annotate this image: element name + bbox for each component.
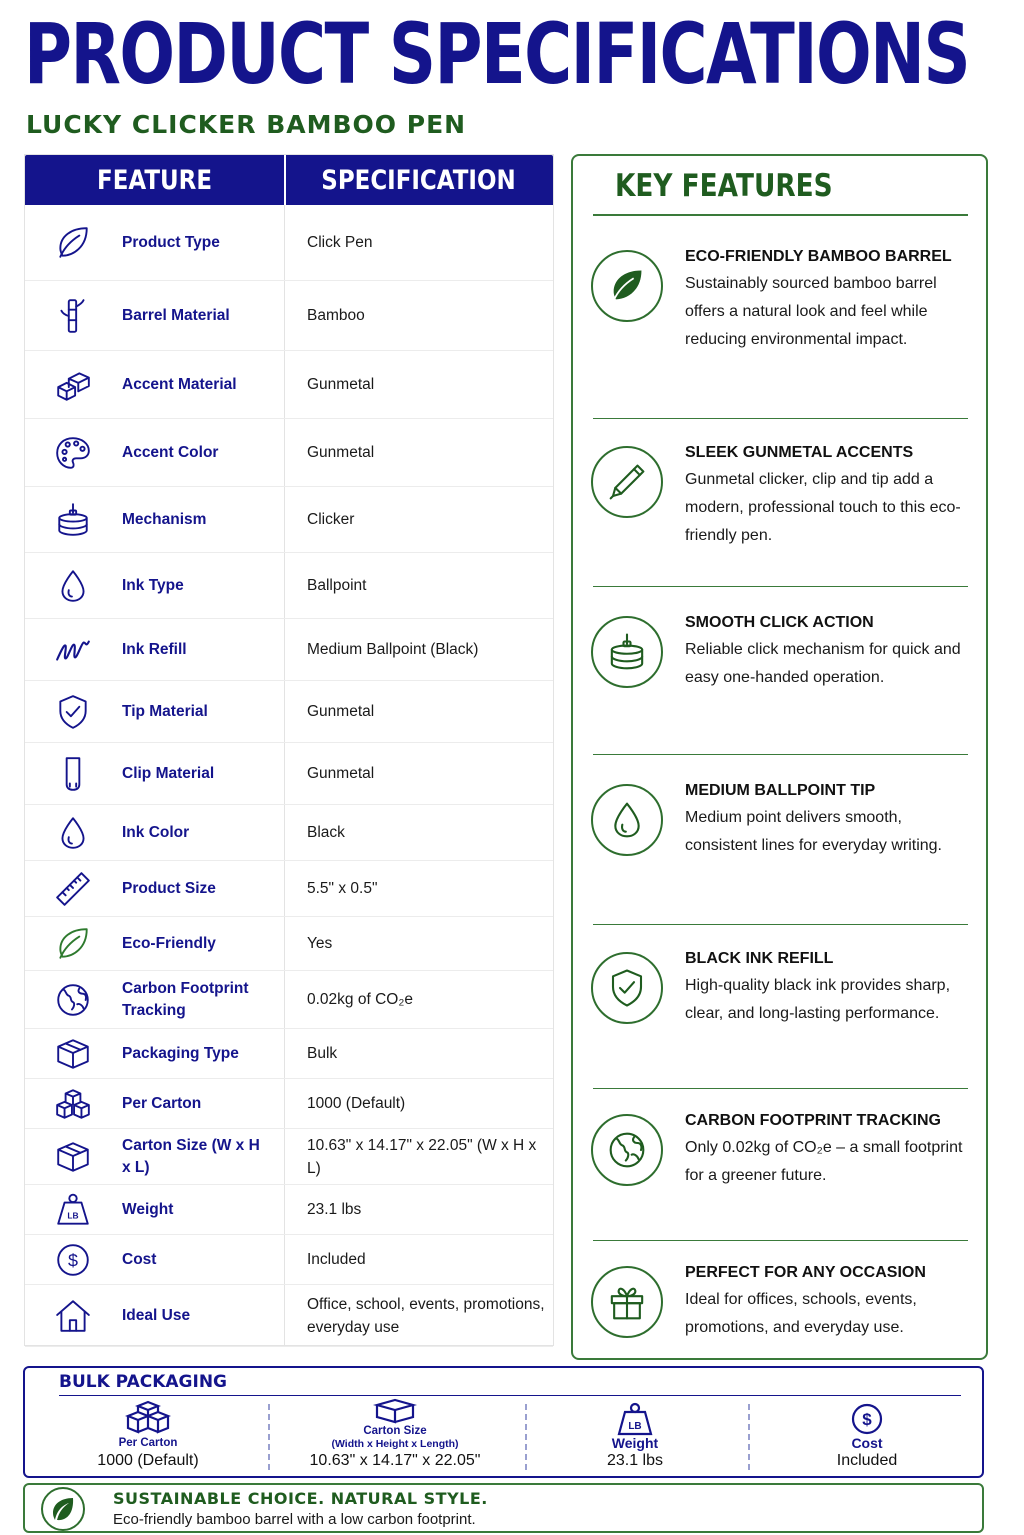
key-feature-title: CARBON FOOTPRINT TRACKING — [685, 1112, 941, 1129]
spec-table — [24, 154, 554, 1346]
key-feature-title: MEDIUM BALLPOINT TIP — [685, 782, 876, 799]
shield-check-icon — [53, 692, 93, 732]
key-feature-description: Only 0.02kg of CO₂e – a small footprint for a greener future. — [685, 1139, 963, 1184]
box-icon — [283, 1398, 507, 1424]
feature-value: Medium Ballpoint (Black) — [307, 641, 479, 658]
feature-name: Mechanism — [122, 510, 207, 528]
table-row — [25, 917, 553, 971]
table-header — [25, 155, 553, 205]
table-row — [25, 553, 553, 619]
carton-size-label: Carton Size — [363, 1425, 427, 1437]
key-feature-title: ECO-FRIENDLY BAMBOO BARREL — [685, 248, 952, 265]
feature-value: Bulk — [307, 1045, 338, 1062]
ink-drop-icon — [53, 813, 93, 853]
feature-name: Weight — [122, 1200, 174, 1218]
carton-size-sub: (Width x Height x Length) — [331, 1438, 459, 1450]
key-feature-title: PERFECT FOR ANY OCCASION — [685, 1264, 926, 1281]
feature-value: 5.5" x 0.5" — [307, 880, 378, 897]
gift-icon — [591, 1266, 663, 1338]
weight-value: 23.1 lbs — [606, 1452, 664, 1469]
bulk-packaging-title: BULK PACKAGING — [59, 1372, 228, 1392]
globe-icon — [53, 980, 93, 1020]
box-icon — [53, 1137, 93, 1177]
feature-name: Clip Material — [122, 764, 215, 782]
feature-value: Yes — [307, 935, 333, 952]
weight-label: Weight — [611, 1435, 659, 1451]
clip-icon — [53, 754, 93, 794]
cost-label: Cost — [851, 1435, 883, 1451]
palette-icon — [53, 433, 93, 473]
click-mechanism-icon — [53, 500, 93, 540]
feature-name: Packaging Type — [122, 1044, 239, 1062]
feature-value: Black — [307, 824, 345, 841]
feature-value: Included — [307, 1251, 366, 1268]
feature-value: 23.1 lbs — [307, 1201, 362, 1218]
table-row — [25, 681, 553, 743]
feature-name: Carton Size (W x H x L) — [122, 1136, 260, 1176]
key-feature-title: BLACK INK REFILL — [685, 950, 834, 967]
leaf-icon — [591, 250, 663, 322]
feature-value: Click Pen — [307, 234, 373, 251]
bulk-packaging-panel — [23, 1366, 984, 1478]
home-icon — [53, 1296, 93, 1336]
svg-text:LB: LB — [628, 1421, 642, 1432]
key-features-title: KEY FEATURES — [615, 168, 833, 204]
feature-value: Ballpoint — [307, 577, 367, 594]
dollar-icon — [53, 1240, 93, 1280]
feature-name: Barrel Material — [122, 306, 230, 324]
boxes-icon — [45, 1398, 251, 1436]
key-feature-description: Medium point delivers smooth, consistent lines for everyday writing. — [685, 809, 942, 854]
feature-name: Ink Type — [122, 576, 184, 594]
feature-value: Clicker — [307, 511, 355, 528]
feature-value: 10.63" x 14.17" x 22.05" (W x H x L) — [307, 1136, 537, 1177]
feature-column-header: FEATURE — [97, 164, 212, 196]
svg-text:LB: LB — [67, 1209, 79, 1220]
feature-value: Gunmetal — [307, 765, 375, 782]
key-feature-description: High-quality black ink provides sharp, clear, and long-lasting performance. — [685, 977, 951, 1022]
feature-name: Ink Refill — [122, 640, 187, 658]
leaf-green-icon — [53, 924, 93, 964]
bulk-weight — [545, 1398, 725, 1474]
feature-value: 0.02kg of CO₂e — [307, 991, 413, 1008]
ink-drop-icon — [53, 566, 93, 606]
pen-icon — [591, 446, 663, 518]
weight-icon — [545, 1398, 725, 1436]
carton-size-value: 10.63" x 14.17" x 22.05" — [309, 1452, 481, 1469]
feature-name: Carbon Footprint Tracking — [122, 979, 249, 1019]
key-feature-title: SLEEK GUNMETAL ACCENTS — [685, 444, 914, 461]
leaf-icon — [53, 223, 93, 263]
feature-name: Product Type — [122, 233, 220, 251]
shield-check-icon — [591, 952, 663, 1024]
bulk-cost — [777, 1398, 957, 1474]
feature-value: Gunmetal — [307, 376, 375, 393]
table-row — [25, 1129, 553, 1185]
scribble-icon — [53, 630, 93, 670]
feature-name: Per Carton — [122, 1094, 202, 1112]
ruler-icon — [53, 869, 93, 909]
product-name: LUCKY CLICKER BAMBOO PEN — [26, 110, 467, 139]
feature-name: Product Size — [122, 879, 216, 897]
feature-value: Bamboo — [307, 307, 365, 324]
feature-name: Tip Material — [122, 702, 208, 720]
key-feature-title: SMOOTH CLICK ACTION — [685, 614, 874, 631]
globe-icon — [591, 1114, 663, 1186]
table-row — [25, 1285, 553, 1347]
per-carton-value: 1000 (Default) — [97, 1452, 199, 1469]
feature-name: Accent Material — [122, 375, 237, 393]
key-feature-description: Reliable click mechanism for quick and easy one-handed operation. — [685, 641, 961, 686]
table-row — [25, 351, 553, 419]
svg-text:$: $ — [68, 1249, 78, 1270]
table-row — [25, 281, 553, 351]
box-icon — [53, 1034, 93, 1074]
feature-name: Ideal Use — [122, 1306, 191, 1324]
key-feature-description: Sustainably sourced bamboo barrel offers a natural look and feel while reducing environmental impact. — [685, 275, 937, 348]
feature-name: Eco-Friendly — [122, 934, 216, 952]
table-row — [25, 971, 553, 1029]
footer-headline: SUSTAINABLE CHOICE. NATURAL STYLE. — [113, 1489, 488, 1508]
table-row — [25, 619, 553, 681]
feature-name: Cost — [122, 1250, 157, 1268]
ink-drop-icon — [591, 784, 663, 856]
key-feature-description: Gunmetal clicker, clip and tip add a modern, professional touch to this eco-friendly pen. — [685, 471, 961, 544]
feature-value: 1000 (Default) — [307, 1095, 406, 1112]
table-row — [25, 419, 553, 487]
table-row — [25, 743, 553, 805]
per-carton-label: Per Carton — [118, 1437, 178, 1449]
feature-name: Accent Color — [122, 443, 219, 461]
table-row — [25, 487, 553, 553]
table-row — [25, 1079, 553, 1129]
bulk-carton-size — [283, 1398, 507, 1474]
boxes-icon — [53, 1084, 93, 1124]
bamboo-icon — [53, 296, 93, 336]
footer-text: Eco-friendly bamboo barrel with a low carbon footprint. — [113, 1511, 476, 1528]
table-row — [25, 861, 553, 917]
table-row — [25, 1029, 553, 1079]
key-features-panel — [571, 154, 988, 1360]
feature-value: Gunmetal — [307, 444, 375, 461]
table-row — [25, 1185, 553, 1235]
svg-text:$: $ — [862, 1410, 872, 1429]
page-title: PRODUCT SPECIFICATIONS — [24, 5, 970, 103]
dollar-icon — [777, 1398, 957, 1436]
leaf-icon — [41, 1487, 85, 1531]
specification-column-header: SPECIFICATION — [321, 164, 516, 196]
footer-banner — [23, 1483, 984, 1533]
feature-value: Office, school, events, promotions, everyday use — [307, 1295, 545, 1336]
bulk-per-carton — [45, 1398, 251, 1474]
table-row — [25, 205, 553, 281]
feature-value: Gunmetal — [307, 703, 375, 720]
key-feature-description: Ideal for offices, schools, events, promotions, and everyday use. — [685, 1291, 917, 1336]
metal-blocks-icon — [53, 365, 93, 405]
weight-icon — [53, 1190, 93, 1230]
feature-name: Ink Color — [122, 823, 190, 841]
cost-value: Included — [836, 1452, 898, 1469]
click-mechanism-icon — [591, 616, 663, 688]
table-row — [25, 805, 553, 861]
table-row — [25, 1235, 553, 1285]
